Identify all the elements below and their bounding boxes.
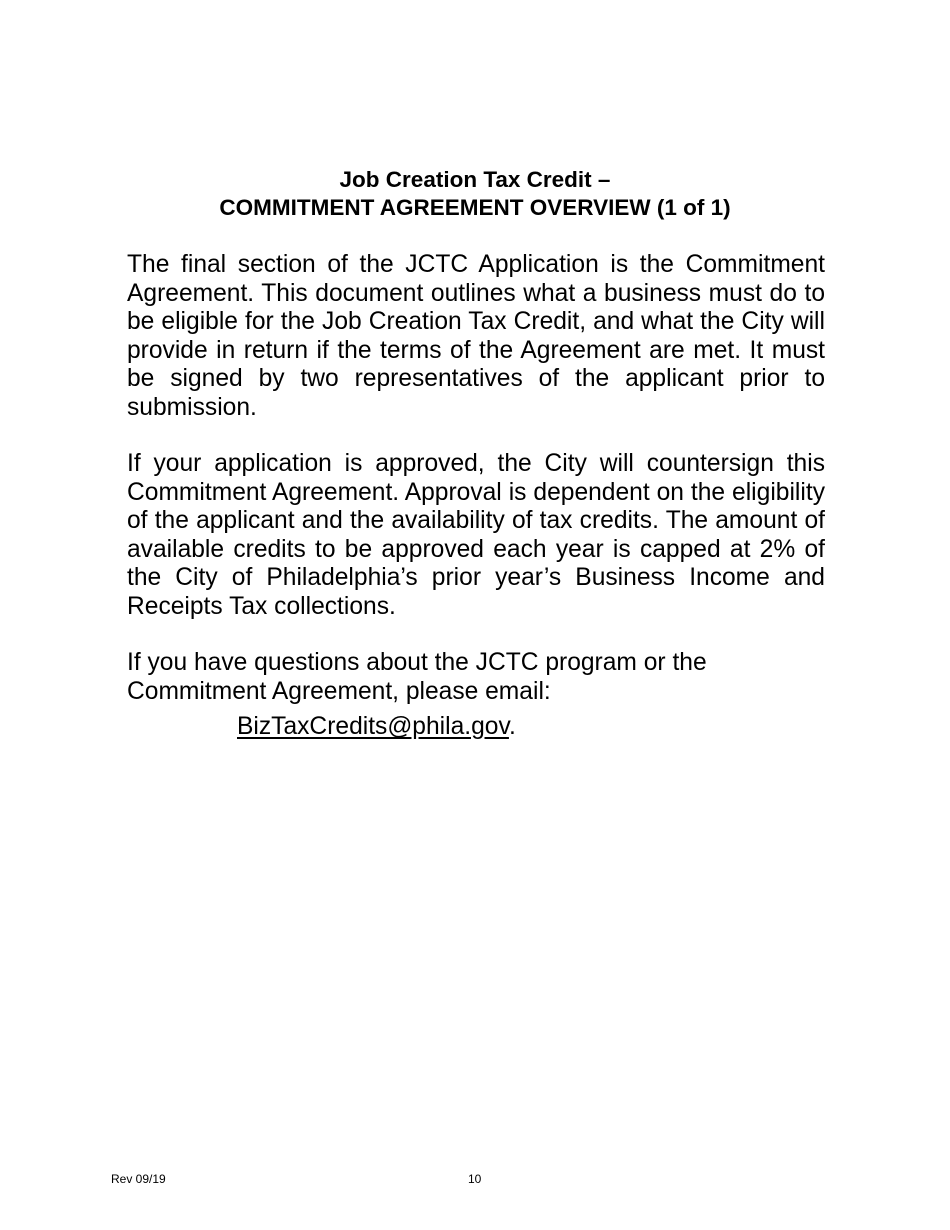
text-line: of the applicant and the availability of tax credits. The amount of <box>127 507 825 534</box>
paragraph-approval <box>127 450 825 621</box>
text-line: provide in return if the terms of the Agreement are met. It must <box>127 336 825 364</box>
text-line: The final section of the JCTC Application is the Commitment <box>127 251 825 278</box>
title-line-2: COMMITMENT AGREEMENT OVERVIEW (1 of 1) <box>219 195 731 220</box>
text-line: Commitment Agreement. Approval is dependent on the eligibility <box>127 478 825 506</box>
email-link[interactable]: BizTaxCredits@phila.gov <box>237 713 509 740</box>
text-line: submission. <box>127 393 257 421</box>
text-line: be signed by two representatives of the applicant prior to <box>127 365 825 392</box>
text-line: the City of Philadelphia’s prior year’s Business Income and <box>127 564 825 591</box>
email-period: . <box>508 713 516 740</box>
page-number: 10 <box>468 1172 482 1186</box>
text-line: Agreement. This document outlines what a business must do to <box>127 279 825 307</box>
text-line: Receipts Tax collections. <box>127 592 396 620</box>
page-title <box>0 166 950 222</box>
text-line: available credits to be approved each year is capped at 2% of <box>127 535 825 563</box>
revision-label: Rev 09/19 <box>111 1172 166 1186</box>
text-line: If your application is approved, the City will countersign this <box>127 450 825 477</box>
text-line: be eligible for the Job Creation Tax Credit, and what the City will <box>127 308 825 335</box>
paragraph-contact <box>127 649 825 706</box>
text-line: Commitment Agreement, please email: <box>127 677 551 705</box>
email-line <box>237 713 516 742</box>
title-line-1: Job Creation Tax Credit – <box>339 167 611 192</box>
paragraph-overview <box>127 251 825 422</box>
text-line: If you have questions about the JCTC program or the <box>127 649 707 676</box>
